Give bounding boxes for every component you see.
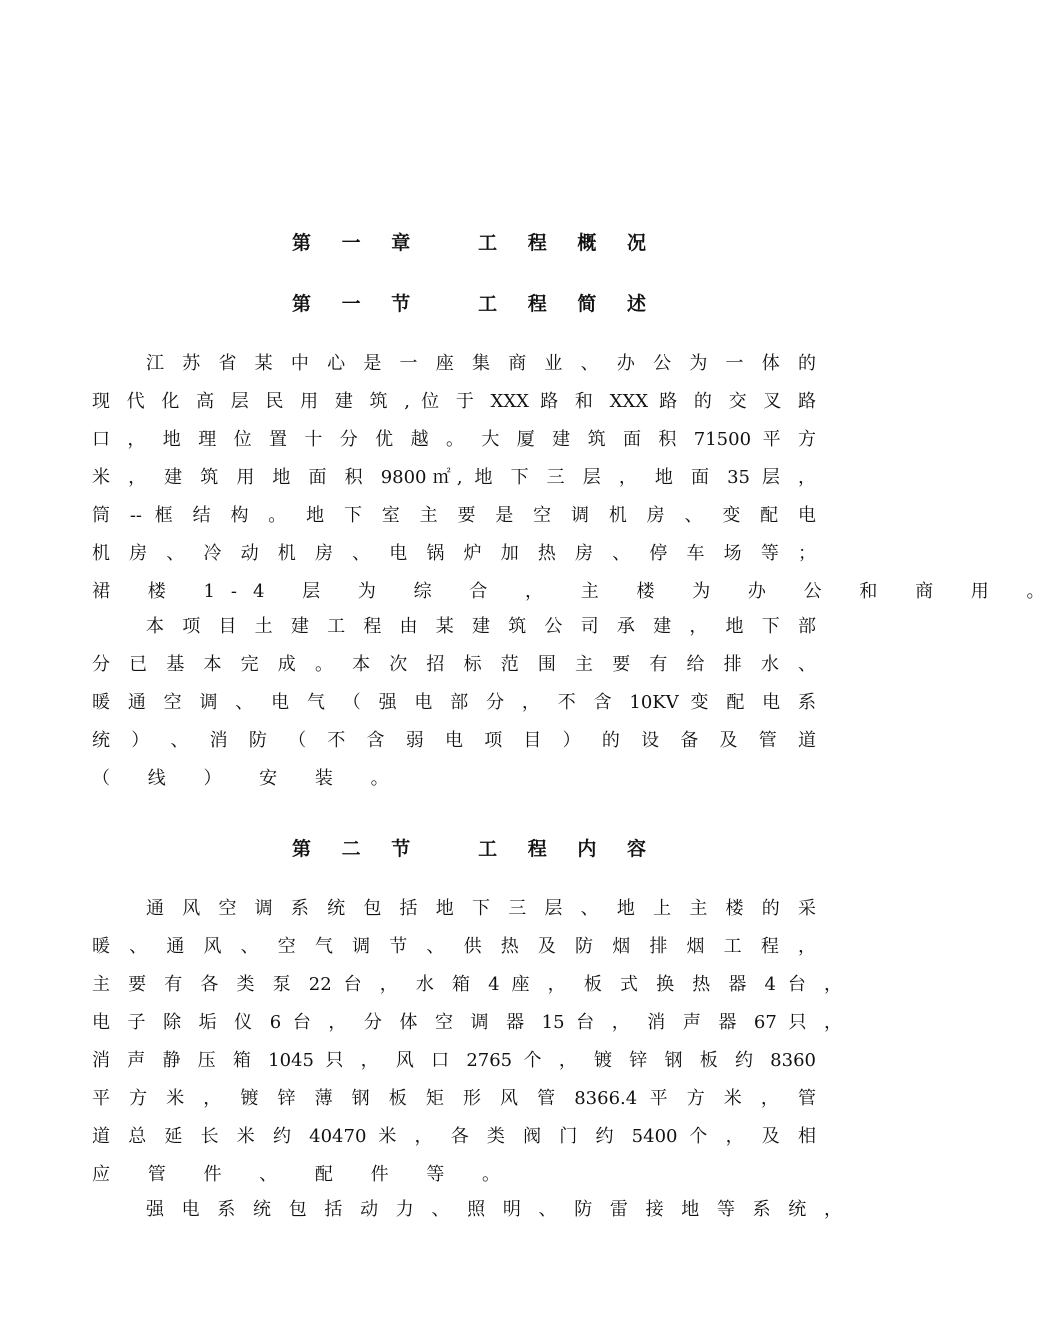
paragraph-line: 统 ） 、 消 防 （ 不 含 弱 电 项 目 ） 的 设 备 及 管 道 — [92, 730, 816, 751]
paragraph-line: 米 ， 建 筑 用 地 面 积 9800㎡, 地 下 三 层 ， 地 面 35 层 ， — [92, 467, 816, 488]
chapter-title: 第 一 章 工 程 概 况 — [292, 232, 658, 254]
paragraph-line: 主 要 有 各 类 泵 22 台 ， 水 箱 4 座 ， 板 式 换 热 器 4 台 ， — [92, 974, 842, 995]
paragraph-line: 裙 楼 1-4 层 为 综 合 ， 主 楼 为 办 公 和 商 用 。 — [92, 581, 1061, 602]
paragraph-line: 机 房 、 冷 动 机 房 、 电 锅 炉 加 热 房 、 停 车 场 等 ； — [92, 543, 816, 564]
paragraph-line: 电 子 除 垢 仪 6 台 ， 分 体 空 调 器 15 台 ， 消 声 器 67 只 ， — [92, 1012, 842, 1033]
paragraph-line: 江 苏 省 某 中 心 是 一 座 集 商 业 、 办 公 为 一 体 的 — [146, 353, 816, 374]
paragraph-line: 消 声 静 压 箱 1045 只 ， 风 口 2765 个 ， 镀 锌 钢 板 约 8360 — [92, 1050, 816, 1071]
paragraph-line: 应 管 件 、 配 件 等 。 — [92, 1164, 517, 1185]
paragraph-line: 现 代 化 高 层 民 用 建 筑 , 位 于 XXX 路 和 XXX 路 的 交 叉 路 — [92, 391, 816, 412]
paragraph-line: 平 方 米 ， 镀 锌 薄 钢 板 矩 形 风 管 8366.4 平 方 米 ， 管 — [92, 1088, 816, 1109]
paragraph-line: 道 总 延 长 米 约 40470 米 ， 各 类 阀 门 约 5400 个 ， 及 相 — [92, 1126, 816, 1147]
paragraph-line: 暖 、 通 风 、 空 气 调 节 、 供 热 及 防 烟 排 烟 工 程 ， — [92, 936, 816, 957]
paragraph-line: （ 线 ） 安 装 。 — [92, 768, 405, 789]
paragraph-line: 口 ， 地 理 位 置 十 分 优 越 。 大 厦 建 筑 面 积 71500 平 方 — [92, 429, 816, 450]
section-1-title: 第 一 节 工 程 简 述 — [292, 293, 658, 315]
paragraph-line: 本 项 目 土 建 工 程 由 某 建 筑 公 司 承 建 ， 地 下 部 — [146, 616, 816, 637]
paragraph-line: 强 电 系 统 包 括 动 力 、 照 明 、 防 雷 接 地 等 系 统 ， — [146, 1199, 842, 1220]
section-2-title: 第 二 节 工 程 内 容 — [292, 838, 658, 860]
paragraph-line: 筒 -- 框 结 构 。 地 下 室 主 要 是 空 调 机 房 、 变 配 电 — [92, 505, 816, 526]
paragraph-line: 通 风 空 调 系 统 包 括 地 下 三 层 、 地 上 主 楼 的 采 — [146, 898, 816, 919]
paragraph-line: 暖 通 空 调 、 电 气 （ 强 电 部 分 ， 不 含 10KV 变 配 电 系 — [92, 692, 816, 713]
paragraph-line: 分 已 基 本 完 成 。 本 次 招 标 范 围 主 要 有 给 排 水 、 — [92, 654, 816, 675]
